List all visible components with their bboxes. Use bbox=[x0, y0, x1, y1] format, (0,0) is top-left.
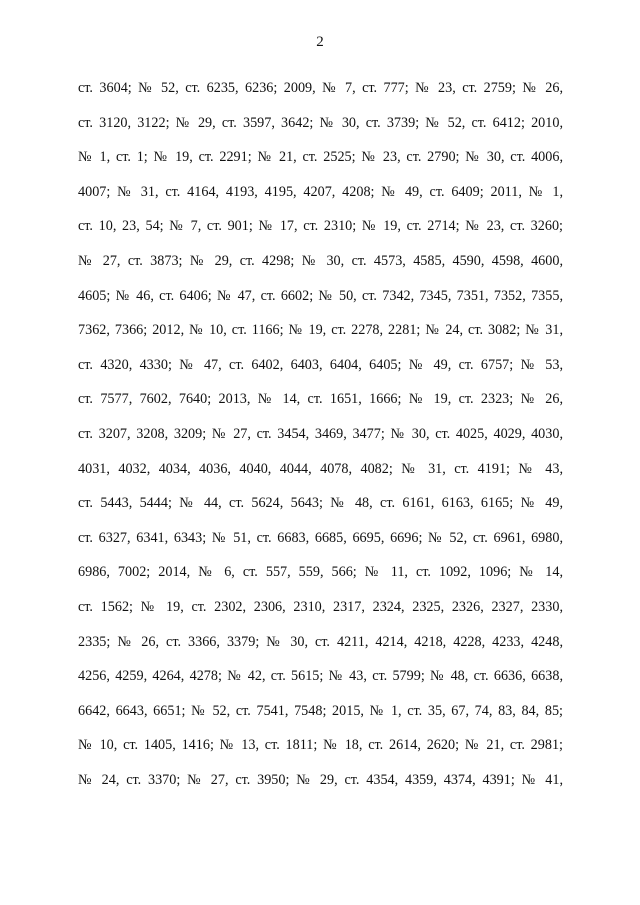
text-line: 4605; № 46, ст. 6406; № 47, ст. 6602; № 50, ст. 7342, 7345, 7351, 7352, 7355, bbox=[78, 287, 563, 304]
text-line: 4031, 4032, 4034, 4036, 4040, 4044, 4078, 4082; № 31, ст. 4191; № 43, bbox=[78, 460, 563, 477]
page-number: 2 bbox=[316, 34, 324, 50]
text-line: ст. 3604; № 52, ст. 6235, 6236; 2009, № 7, ст. 777; № 23, ст. 2759; № 26, bbox=[78, 80, 563, 96]
text-line: 4007; № 31, ст. 4164, 4193, 4195, 4207, 4208; № 49, ст. 6409; 2011, № 1, bbox=[78, 183, 563, 200]
text-line: № 10, ст. 1405, 1416; № 13, ст. 1811; № 18, ст. 2614, 2620; № 21, ст. 2981; bbox=[78, 737, 563, 754]
text-line: ст. 4320, 4330; № 47, ст. 6402, 6403, 6404, 6405; № 49, ст. 6757; № 53, bbox=[78, 356, 563, 373]
text-line: 6986, 7002; 2014, № 6, ст. 557, 559, 566; № 11, ст. 1092, 1096; № 14, bbox=[78, 564, 563, 581]
text-line: ст. 7577, 7602, 7640; 2013, № 14, ст. 1651, 1666; № 19, ст. 2323; № 26, bbox=[78, 391, 563, 408]
text-line: № 1, ст. 1; № 19, ст. 2291; № 21, ст. 2525; № 23, ст. 2790; № 30, ст. 4006, bbox=[78, 149, 563, 166]
body-text bbox=[78, 78, 563, 804]
text-line: ст. 6327, 6341, 6343; № 51, ст. 6683, 6685, 6695, 6696; № 52, ст. 6961, 6980, bbox=[78, 529, 563, 546]
text-line: № 24, ст. 3370; № 27, ст. 3950; № 29, ст. 4354, 4359, 4374, 4391; № 41, bbox=[78, 771, 563, 788]
text-line: ст. 5443, 5444; № 44, ст. 5624, 5643; № 48, ст. 6161, 6163, 6165; № 49, bbox=[78, 495, 563, 512]
text-line: 4256, 4259, 4264, 4278; № 42, ст. 5615; № 43, ст. 5799; № 48, ст. 6636, 6638, bbox=[78, 668, 563, 685]
text-line: 7362, 7366; 2012, № 10, ст. 1166; № 19, ст. 2278, 2281; № 24, ст. 3082; № 31, bbox=[78, 322, 563, 339]
text-line: № 27, ст. 3873; № 29, ст. 4298; № 30, ст. 4573, 4585, 4590, 4598, 4600, bbox=[78, 252, 563, 269]
text-line: ст. 3207, 3208, 3209; № 27, ст. 3454, 3469, 3477; № 30, ст. 4025, 4029, 4030, bbox=[78, 425, 563, 442]
text-line: 6642, 6643, 6651; № 52, ст. 7541, 7548; 2015, № 1, ст. 35, 67, 74, 83, 84, 85; bbox=[78, 702, 563, 719]
text-line: 2335; № 26, ст. 3366, 3379; № 30, ст. 4211, 4214, 4218, 4228, 4233, 4248, bbox=[78, 633, 563, 650]
text-line: ст. 1562; № 19, ст. 2302, 2306, 2310, 2317, 2324, 2325, 2326, 2327, 2330, bbox=[78, 598, 563, 615]
text-line: ст. 10, 23, 54; № 7, ст. 901; № 17, ст. 2310; № 19, ст. 2714; № 23, ст. 3260; bbox=[78, 218, 563, 235]
text-line: ст. 3120, 3122; № 29, ст. 3597, 3642; № 30, ст. 3739; № 52, ст. 6412; 2010, bbox=[78, 114, 563, 131]
